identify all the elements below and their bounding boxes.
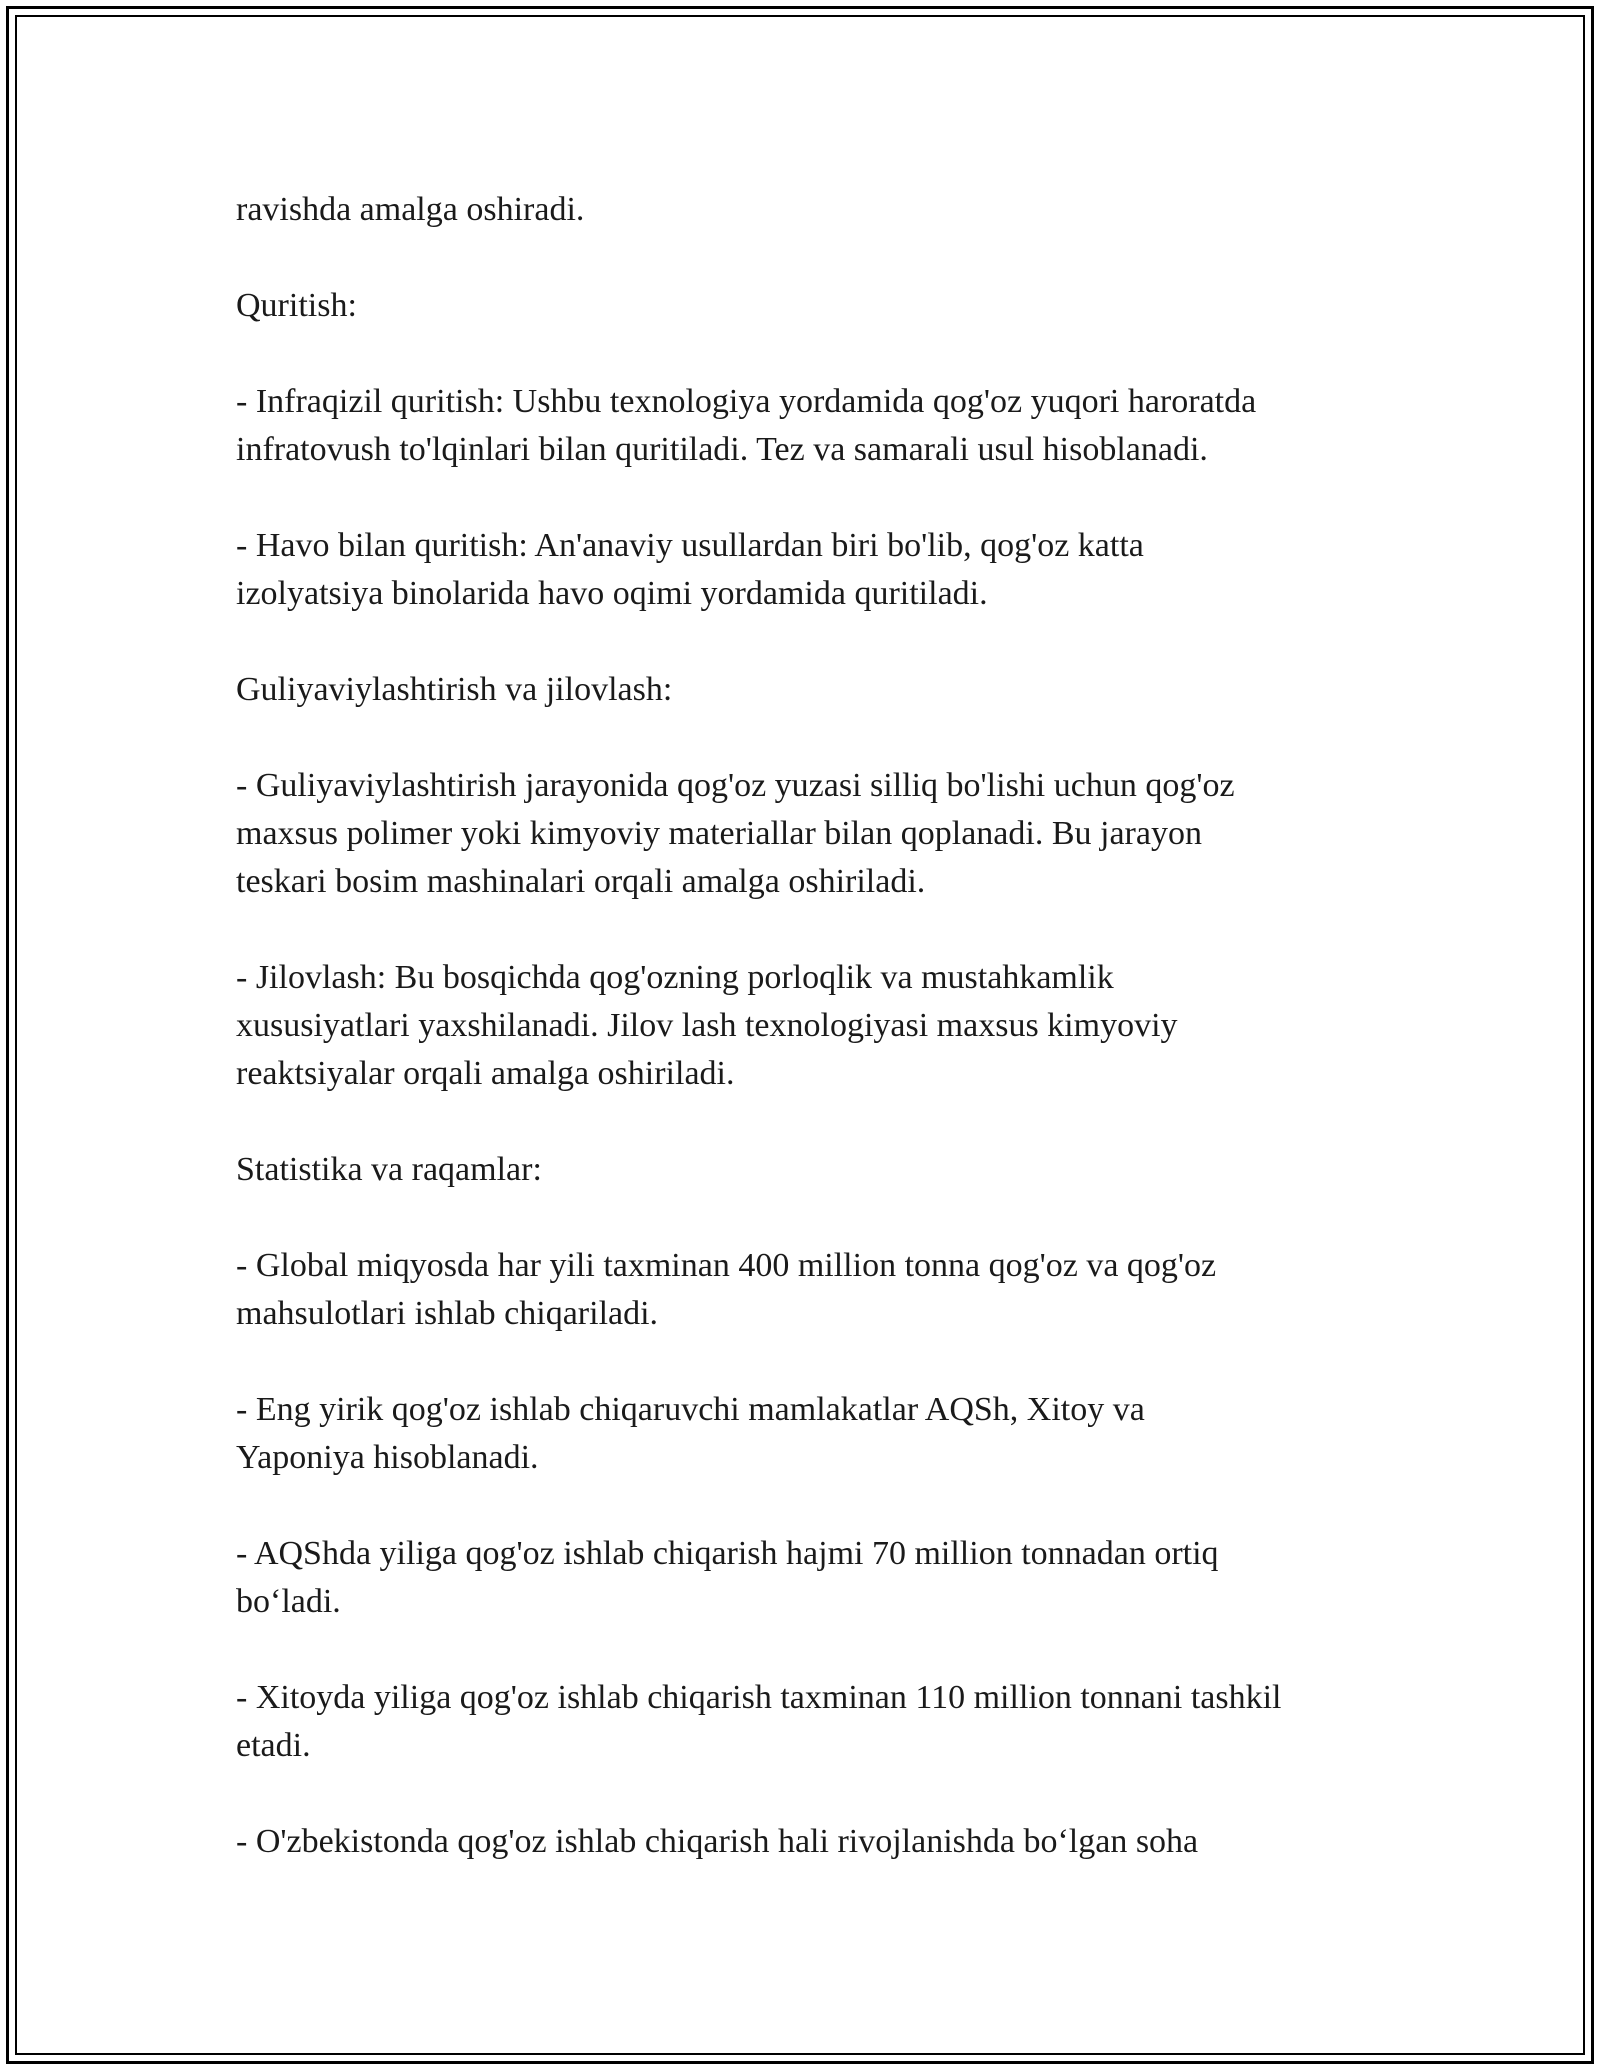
paragraph-usa-production: - AQShda yiliga qog'oz ishlab chiqarish hajmi 70 million tonnadan ortiq bo‘ladi. (236, 1535, 1219, 1620)
section-heading-coating: Guliyaviylashtirish va jilovlash: (236, 671, 673, 708)
paragraph-air-drying: - Havo bilan quritish: An'anaviy usullardan biri bo'lib, qog'oz katta izolyatsiya binolarida havo oqimi yordamida quritiladi. (236, 527, 1144, 612)
paragraph-uzbekistan-production: - O'zbekistonda qog'oz ishlab chiqarish hali rivojlanishda bo‘lgan soha (236, 1823, 1199, 1860)
paragraph-infrared-drying: - Infraqizil quritish: Ushbu texnologiya yordamida qog'oz yuqori haroratda infratovush to'lqinlari bilan quritiladi. Tez va samarali usul hisoblanadi. (236, 383, 1257, 468)
section-heading-drying: Quritish: (236, 287, 357, 324)
paragraph-glossing: - Jilovlash: Bu bosqichda qog'ozning porloqlik va mustahkamlik xususiyatlari yaxshilanadi. Jilov lash texnologiyasi maxsus kimyoviy reaktsiyalar orqali amalga oshiriladi. (236, 959, 1178, 1092)
paragraph-continuation: ravishda amalga oshiradi. (236, 191, 585, 228)
paragraph-china-production: - Xitoyda yiliga qog'oz ishlab chiqarish taxminan 110 million tonnani tashkil etadi. (236, 1679, 1282, 1764)
paragraph-global-production: - Global miqyosda har yili taxminan 400 million tonna qog'oz va qog'oz mahsulotlari ishlab chiqariladi. (236, 1247, 1217, 1332)
document-body (236, 186, 1386, 1914)
paragraph-largest-producers: - Eng yirik qog'oz ishlab chiqaruvchi mamlakatlar AQSh, Xitoy va Yaponiya hisoblanadi. (236, 1391, 1145, 1476)
paragraph-coating: - Guliyaviylashtirish jarayonida qog'oz yuzasi silliq bo'lishi uchun qog'oz maxsus polimer yoki kimyoviy materiallar bilan qoplanadi. Bu jarayon teskari bosim mashinalari orqali amalga oshiriladi. (236, 767, 1235, 900)
section-heading-statistics: Statistika va raqamlar: (236, 1151, 542, 1188)
